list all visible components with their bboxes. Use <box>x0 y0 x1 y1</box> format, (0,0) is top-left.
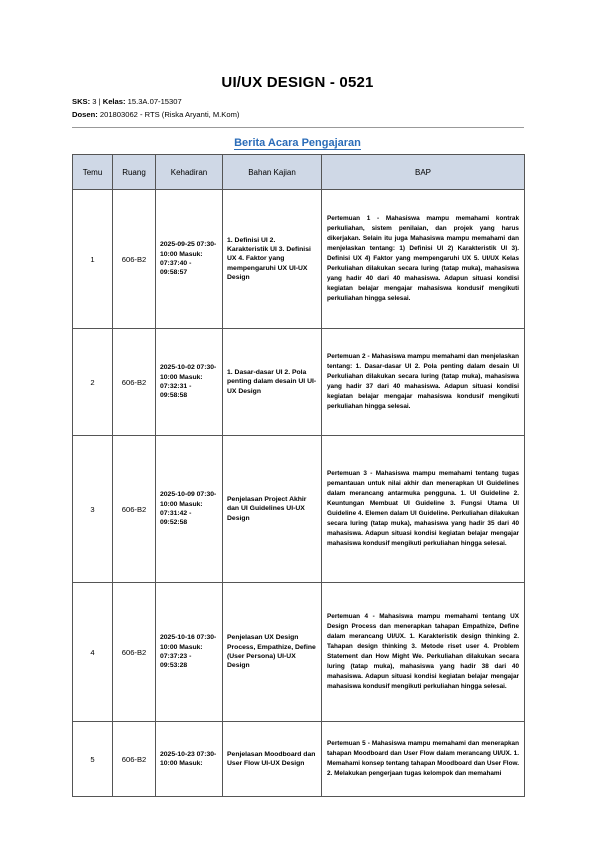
section-title: Berita Acara Pengajaran <box>234 137 361 149</box>
lecturer-info <box>72 110 239 119</box>
cell-temu: 1 <box>73 190 113 329</box>
cell-bap: Pertemuan 3 - Mahasiswa mampu memahami tentang tugas pemantauan untuk nilai akhir dan menerapkan UI Guidelines dalam merancang antarmuka pengguna. 1. UI Guideline 2. Keuntungan Membuat UI Guideline 3. Fungsi Utama UI Guideline 4. Elemen dalam UI Guideline. Perkuliahan dilakukan secara luring (tatap muka), mahasiswa yang hadir 35 dari 40 mahasiswa. Adapun situasi kondisi kegiatan belajar mengajar mahasiswa kondusif mengikuti perkuliahan hingga selesai. <box>322 436 525 583</box>
col-header-ruang: Ruang <box>113 155 156 190</box>
divider <box>72 127 524 128</box>
cell-kehadiran: 2025-10-16 07:30-10:00 Masuk: 07:37:23 - 09:53:28 <box>156 583 223 722</box>
col-header-bahan-kajian: Bahan Kajian <box>223 155 322 190</box>
cell-ruang: 606-B2 <box>113 329 156 436</box>
table-row <box>73 329 525 436</box>
table-row <box>73 190 525 329</box>
cell-ruang: 606-B2 <box>113 722 156 797</box>
page-title: UI/UX DESIGN - 0521 <box>221 74 374 91</box>
cell-kehadiran: 2025-10-02 07:30-10:00 Masuk: 07:32:31 - 09:58:58 <box>156 329 223 436</box>
dosen-label: Dosen: <box>72 110 98 119</box>
cell-bap: Pertemuan 4 - Mahasiswa mampu memahami tentang UX Design Process dan menerapkan tahapan Empathize, Define dalam merancang UI/UX. 1. Karakteristik design thinking 2. Tahapan design thinking 3. Metode riset user 4. Problem Statement dan How Might We. Perkuliahan dilakukan secara luring (tatap muka), mahasiswa yang hadir 38 dari 40 mahasiswa. Adapun situasi kondisi kegiatan belajar mengajar mahasiswa kondusif mengikuti perkuliahan hingga selesai. <box>322 583 525 722</box>
cell-ruang: 606-B2 <box>113 583 156 722</box>
sks-label: SKS: <box>72 97 91 106</box>
kelas-label: Kelas: <box>102 97 126 106</box>
table-row <box>73 722 525 797</box>
course-info <box>72 97 182 106</box>
cell-temu: 3 <box>73 436 113 583</box>
teaching-log-table <box>72 154 525 797</box>
cell-kehadiran: 2025-10-23 07:30-10:00 Masuk: <box>156 722 223 797</box>
dosen-value: 201803062 - RTS (Riska Aryanti, M.Kom) <box>99 110 240 119</box>
col-header-bap: BAP <box>322 155 525 190</box>
cell-bap: Pertemuan 2 - Mahasiswa mampu memahami dan menjelaskan tentang: 1. Dasar-dasar UI 2. Pola penting dalam desain UI Perkuliahan dilakukan secara luring (tatap muka), mahasiswa yang hadir 37 dari 40 mahasiswa. Adapun situasi kondisi kegiatan belajar mengajar mahasiswa kondusif mengikuti perkuliahan hingga selesai. <box>322 329 525 436</box>
bap-text: Pertemuan 5 - Mahasiswa mampu memahami dan menerapkan tahapan Moodboard dan User Flow dalam merancang UI/UX. 1. Memahami konsep tentang tahapan Moodboard dan User Flow. 2. Melakukan pengerjaan tugas kelompok dan memahami <box>327 740 519 777</box>
cell-temu: 2 <box>73 329 113 436</box>
col-header-temu: Temu <box>73 155 113 190</box>
cell-temu: 5 <box>73 722 113 797</box>
table-row <box>73 583 525 722</box>
table-row <box>73 436 525 583</box>
cell-temu: 4 <box>73 583 113 722</box>
cell-kehadiran: 2025-10-09 07:30-10:00 Masuk: 07:31:42 - 09:52:58 <box>156 436 223 583</box>
cell-ruang: 606-B2 <box>113 190 156 329</box>
kelas-value: 15.3A.07-15307 <box>127 97 182 106</box>
cell-kehadiran: 2025-09-25 07:30-10:00 Masuk: 07:37:40 - 09:58:57 <box>156 190 223 329</box>
separator: | <box>96 97 103 106</box>
cell-bahan-kajian: 1. Dasar-dasar UI 2. Pola penting dalam desain UI UI-UX Design <box>223 329 322 436</box>
cell-ruang: 606-B2 <box>113 436 156 583</box>
table-header-row <box>73 155 525 190</box>
col-header-kehadiran: Kehadiran <box>156 155 223 190</box>
sks-value: 3 <box>92 97 97 106</box>
cell-bahan-kajian: 1. Definisi UI 2. Karakteristik UI 3. Definisi UX 4. Faktor yang mempengaruhi UX UI-UX Design <box>223 190 322 329</box>
cell-bap <box>322 722 525 797</box>
cell-bap: Pertemuan 1 - Mahasiswa mampu memahami kontrak perkuliahan, sistem penilaian, dan projek yang harus dikerjakan. Selain itu juga Mahasiswa mampu memahami dan menjelaskan tentang: 1) Definisi UI 2) Karakteristik UI 3). Definisi UX 4) Faktor yang mempengaruhi UX 5. UI/UX Kelas Perkuliahan dilakukan secara luring (tatap muka), mahasiswa yang hadir 40 dari 40 mahasiswa. Adapun situasi kondisi kegiatan belajar mengajar mahasiswa kondusif mengikuti perkuliahan hingga selesai. <box>322 190 525 329</box>
cell-bahan-kajian: Penjelasan UX Design Process, Empathize, Define (User Persona) UI-UX Design <box>223 583 322 722</box>
cell-bahan-kajian: Penjelasan Project Akhir dan UI Guidelines UI-UX Design <box>223 436 322 583</box>
cell-bahan-kajian: Penjelasan Moodboard dan User Flow UI-UX Design <box>223 722 322 797</box>
